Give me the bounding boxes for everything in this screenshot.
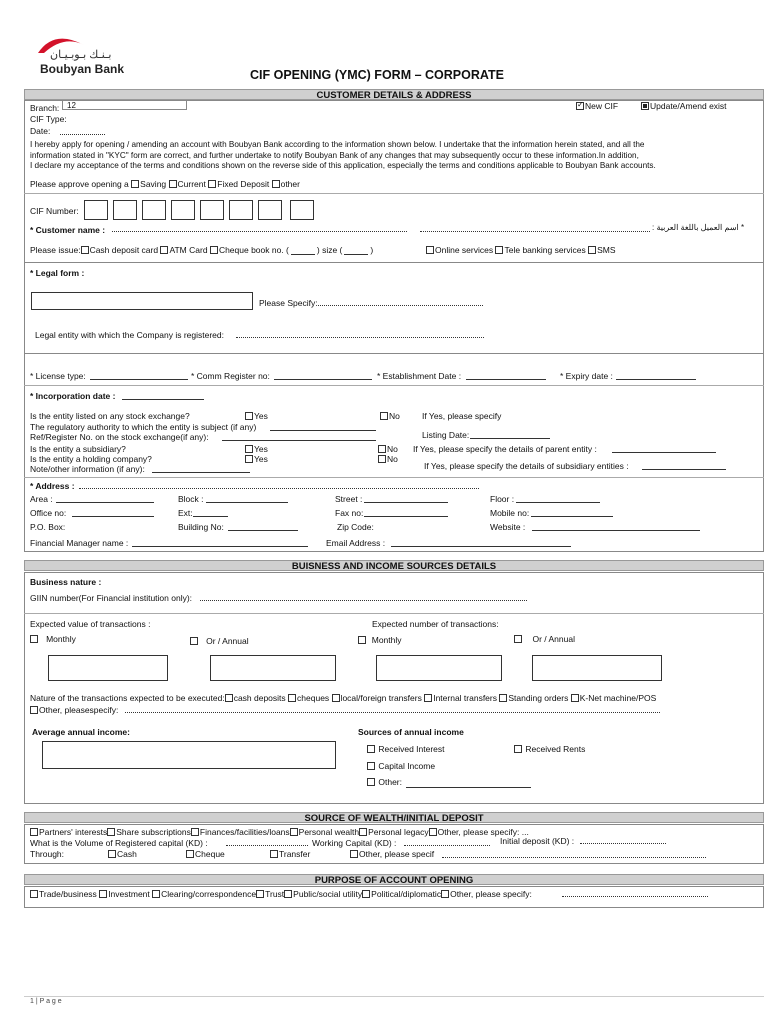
through-other[interactable]	[350, 849, 434, 859]
tele-label: Tele banking services	[504, 245, 586, 255]
form-title: CIF OPENING (YMC) FORM – CORPORATE	[250, 68, 504, 82]
avg-income-input[interactable]	[42, 741, 336, 769]
other-purpose-field[interactable]	[562, 889, 708, 897]
note-field[interactable]	[152, 464, 250, 473]
avg-income-label: Average annual income:	[32, 727, 130, 737]
please-specify-label: Please Specify:	[259, 298, 318, 308]
block-label: Block :	[178, 494, 204, 504]
incorporation-label: * Incorporation date :	[30, 391, 116, 401]
fax-field[interactable]	[364, 508, 448, 517]
listing-date-field[interactable]	[470, 430, 550, 439]
declaration	[30, 140, 765, 172]
working-field[interactable]	[404, 838, 490, 846]
page-number: 1 | P a g e	[30, 998, 62, 1005]
q-subsidiary: Is the entity a subsidiary?	[30, 444, 126, 454]
office-label: Office no:	[30, 508, 67, 518]
website-field[interactable]	[532, 522, 700, 531]
working-label: Working Capital (KD) :	[312, 838, 397, 848]
other-tx-checkbox[interactable]	[30, 706, 38, 714]
cif-digit-2[interactable]	[113, 200, 137, 220]
parent-entity-label: If Yes, please specify the details of parent entity :	[413, 444, 597, 454]
registered-label: Legal entity with which the Company is registered:	[35, 330, 224, 340]
note-label: Note/other information (if any):	[30, 464, 145, 474]
wealth-checkbox[interactable]	[290, 828, 298, 836]
divider	[24, 193, 764, 194]
shares-label: Share subscriptions	[116, 827, 191, 837]
bank-name-arabic: بـنـك بـوبـيـان	[50, 49, 112, 61]
value-monthly[interactable]	[30, 634, 76, 644]
other-tx-label: Other, pleasespecify:	[39, 705, 119, 715]
other-wealth-label: Other, please specify: ...	[437, 827, 529, 837]
internal-checkbox[interactable]	[424, 694, 432, 702]
cif-digit-6[interactable]	[229, 200, 253, 220]
new-cif-checkbox[interactable]	[576, 101, 618, 111]
building-field[interactable]	[228, 522, 298, 531]
wealth-row	[30, 827, 529, 837]
number-monthly-input[interactable]	[376, 655, 502, 681]
giin-label: GIIN number(For Financial institution only):	[30, 593, 193, 603]
no-label: No	[387, 454, 398, 464]
yes-label: Yes	[254, 411, 268, 421]
sources-label: Sources of annual income	[358, 727, 464, 737]
knet-checkbox[interactable]	[571, 694, 579, 702]
establishment-label: * Establishment Date :	[377, 371, 462, 381]
through-cash[interactable]	[108, 849, 137, 859]
volume-field[interactable]	[226, 838, 308, 846]
branch-value: 12	[67, 101, 76, 110]
cheque-book-label: Cheque book no. (	[218, 245, 289, 255]
street-label: Street :	[335, 494, 363, 504]
po-box-label: P.O. Box:	[30, 522, 66, 532]
exp-value-label: Expected value of transactions :	[30, 619, 151, 629]
local-label: local/foreign transfers	[340, 693, 422, 703]
declaration-line2: information stated in "KYC" form are correct, and further undertake to notify Boubyan Bank of any changes that may subsequently occur to these information.In addition,	[30, 150, 639, 160]
clearing-label: Clearing/correspondence	[161, 889, 257, 899]
legal-form-input[interactable]	[31, 292, 253, 310]
no-label: No	[387, 444, 398, 454]
through-label: Through:	[30, 849, 65, 859]
cheque-book-checkbox[interactable]	[210, 246, 218, 254]
current-label: Current	[177, 179, 206, 189]
annual-label: Or / Annual	[206, 636, 249, 646]
issue-label: Please issue:	[30, 245, 81, 255]
fixed-deposit-checkbox[interactable]	[208, 180, 216, 188]
standing-checkbox[interactable]	[499, 694, 507, 702]
date-field[interactable]	[60, 127, 105, 135]
cif-number-label: CIF Number:	[30, 206, 79, 216]
declaration-line1: I hereby apply for opening / amending an account with Boubyan Bank according to the information shown below. I undertake that the information herein stated, and all the	[30, 140, 645, 149]
through-cheque[interactable]	[186, 849, 225, 859]
expiry-field[interactable]	[616, 371, 696, 380]
holding-no[interactable]	[378, 454, 398, 464]
customer-name-label: * Customer name :	[30, 225, 106, 235]
fixed-deposit-label: Fixed Deposit	[217, 179, 270, 189]
online-label: Online services	[435, 245, 494, 255]
services-row	[426, 245, 616, 255]
number-monthly[interactable]	[358, 635, 402, 645]
mobile-label: Mobile no:	[490, 508, 530, 518]
size-field[interactable]	[344, 254, 368, 255]
purpose-row	[30, 889, 532, 899]
branch-input[interactable]	[62, 100, 187, 110]
trust-label: Trust	[265, 889, 285, 899]
cheque-book-no-field[interactable]	[291, 254, 315, 255]
fax-label: Fax no:	[335, 508, 364, 518]
q-register-no: Ref/Register No. on the stock exchange(if any):	[30, 432, 209, 442]
divider	[24, 613, 764, 614]
tele-checkbox[interactable]	[495, 246, 503, 254]
block-field[interactable]	[206, 494, 288, 503]
nature-tx-label: Nature of the transactions expected to be executed:	[30, 693, 225, 703]
legacy-label: Personal legacy	[368, 827, 429, 837]
shares-checkbox[interactable]	[107, 828, 115, 836]
other-through-field[interactable]	[442, 850, 706, 858]
customer-name-ar-label: * اسم العميل باللغة العربية :	[652, 223, 745, 232]
other-wealth-checkbox[interactable]	[429, 828, 437, 836]
regulatory-field[interactable]	[270, 422, 376, 431]
other-tx-field[interactable]	[125, 705, 660, 713]
date-label: Date:	[30, 126, 51, 136]
exp-number-label: Expected number of transactions:	[372, 619, 499, 629]
listing-date-label: Listing Date:	[422, 430, 470, 440]
area-label: Area :	[30, 494, 53, 504]
section-header-wealth: SOURCE OF WEALTH/INITIAL DEPOSIT	[24, 812, 764, 823]
size-label: ) size (	[316, 245, 343, 255]
local-checkbox[interactable]	[332, 694, 340, 702]
approve-label: Please approve opening a	[30, 179, 129, 189]
update-checkbox[interactable]	[641, 101, 727, 111]
approve-row	[30, 179, 300, 189]
update-label: Update/Amend exist	[650, 101, 727, 111]
cash-label: Cash	[117, 849, 137, 859]
sms-label: SMS	[597, 245, 616, 255]
listed-no[interactable]	[380, 411, 400, 421]
close-paren: )	[370, 245, 374, 255]
rents-checkbox[interactable]	[514, 744, 585, 754]
public-checkbox[interactable]	[284, 890, 292, 898]
interest-checkbox[interactable]	[367, 744, 445, 754]
cif-type-label: CIF Type:	[30, 114, 67, 124]
trust-checkbox[interactable]	[256, 890, 264, 898]
other-income-field[interactable]	[406, 779, 531, 788]
capital-checkbox[interactable]	[367, 761, 435, 771]
email-label: Email Address :	[326, 538, 386, 548]
yes-label: Yes	[254, 454, 268, 464]
political-label: Political/diplomatic	[371, 889, 442, 899]
other-purpose-checkbox[interactable]	[441, 890, 449, 898]
giin-field[interactable]	[200, 593, 527, 601]
legacy-checkbox[interactable]	[359, 828, 367, 836]
cif-digit-1[interactable]	[84, 200, 108, 220]
partners-label: Partners' interests	[39, 827, 108, 837]
rents-label: Received Rents	[525, 744, 586, 754]
establishment-field[interactable]	[466, 371, 546, 380]
floor-label: Floor :	[490, 494, 515, 504]
standing-label: Standing orders	[508, 693, 569, 703]
value-annual[interactable]	[190, 636, 249, 646]
ext-field[interactable]	[193, 508, 228, 517]
subsidiary-yes[interactable]	[245, 444, 268, 454]
atm-checkbox[interactable]	[160, 246, 168, 254]
capital-label: Capital Income	[378, 761, 436, 771]
q-listed: Is the entity listed on any stock exchange?	[30, 411, 190, 421]
divider	[24, 385, 764, 386]
cash-card-label: Cash deposit card	[89, 245, 159, 255]
fin-manager-field[interactable]	[132, 538, 308, 547]
section-header-purpose: PURPOSE OF ACCOUNT OPENING	[24, 874, 764, 885]
bank-name: Boubyan Bank	[40, 62, 125, 76]
parent-entity-field[interactable]	[612, 444, 716, 453]
political-checkbox[interactable]	[362, 890, 370, 898]
internal-label: Internal transfers	[433, 693, 497, 703]
ext-label: Ext:	[178, 508, 193, 518]
comm-register-label: * Comm Register no:	[191, 371, 270, 381]
value-annual-input[interactable]	[210, 655, 336, 681]
wealth-label: Personal wealth	[298, 827, 360, 837]
other-purpose-label: Other, please specify:	[450, 889, 532, 899]
initial-field[interactable]	[580, 836, 666, 844]
cif-digit-4[interactable]	[171, 200, 195, 220]
website-label: Website :	[490, 522, 526, 532]
finances-label: Finances/facilities/loans	[199, 827, 290, 837]
section-header-customer: CUSTOMER DETAILS & ADDRESS	[24, 89, 764, 100]
other-income-label: Other:	[378, 777, 402, 787]
atm-label: ATM Card	[169, 245, 208, 255]
online-checkbox[interactable]	[426, 246, 434, 254]
cash-deposits-checkbox[interactable]	[225, 694, 233, 702]
other-specify-row	[30, 705, 118, 715]
monthly-label: Monthly	[46, 634, 76, 644]
yes-label: Yes	[254, 444, 268, 454]
q-holding: Is the entity a holding company?	[30, 454, 152, 464]
customer-name-ar-field[interactable]	[420, 224, 650, 232]
saving-label: Saving	[140, 179, 167, 189]
fin-manager-label: Financial Manager name :	[30, 538, 129, 548]
other-through-label: Other, please specif	[359, 849, 435, 859]
zip-label: Zip Code:	[337, 522, 374, 532]
interest-label: Received Interest	[378, 744, 445, 754]
cheque-label: Cheque	[195, 849, 225, 859]
divider	[24, 477, 764, 478]
q-regulatory: The regulatory authority to which the entity is subject (if any)	[30, 422, 257, 432]
trade-checkbox[interactable]	[30, 890, 38, 898]
holding-yes[interactable]	[245, 454, 268, 464]
declaration-line3: I declare my acceptance of the terms and conditions shown on the reverse side of this application, especially the terms and conditions applicable to Boubyan Bank accounts.	[30, 161, 656, 170]
license-type-field[interactable]	[90, 371, 188, 380]
incorporation-field[interactable]	[122, 391, 204, 400]
registered-field[interactable]	[236, 330, 484, 338]
section-header-business: BUISNESS AND INCOME SOURCES DETAILS	[24, 560, 764, 571]
initial-label: Initial deposit (KD) :	[500, 836, 575, 846]
number-annual-input[interactable]	[532, 655, 662, 681]
finances-checkbox[interactable]	[191, 828, 199, 836]
legal-form-label: * Legal form :	[30, 268, 85, 278]
no-label: No	[389, 411, 400, 421]
business-nature-label: Business nature :	[30, 577, 102, 587]
knet-label: K-Net machine/POS	[579, 693, 657, 703]
floor-field[interactable]	[516, 494, 600, 503]
office-field[interactable]	[72, 508, 154, 517]
invest-label: Investment	[108, 889, 150, 899]
cif-digit-7[interactable]	[258, 200, 282, 220]
building-label: Building No:	[178, 522, 224, 532]
other-label: other	[280, 179, 300, 189]
branch-label: Branch:	[30, 103, 60, 113]
cif-digit-5[interactable]	[200, 200, 224, 220]
cheques-label: cheques	[297, 693, 330, 703]
invest-checkbox[interactable]	[99, 890, 107, 898]
address-label: * Address :	[30, 481, 75, 491]
other-checkbox[interactable]	[272, 180, 280, 188]
partners-checkbox[interactable]	[30, 828, 38, 836]
issue-row	[30, 245, 373, 255]
cheques-checkbox[interactable]	[288, 694, 296, 702]
if-yes-specify: If Yes, please specify	[422, 411, 502, 421]
new-cif-label: New CIF	[585, 101, 619, 111]
transfer-label: Transfer	[279, 849, 311, 859]
address-field[interactable]	[79, 481, 479, 489]
trade-label: Trade/business	[39, 889, 97, 899]
nature-tx-row	[30, 693, 760, 703]
clearing-checkbox[interactable]	[152, 890, 160, 898]
please-specify-field[interactable]	[318, 298, 483, 306]
subsidiary-entities-field[interactable]	[642, 461, 726, 470]
customer-name-field[interactable]	[112, 224, 407, 232]
expiry-label: * Expiry date :	[560, 371, 613, 381]
cif-digit-3[interactable]	[142, 200, 166, 220]
street-field[interactable]	[364, 494, 448, 503]
comm-register-field[interactable]	[274, 371, 372, 380]
value-monthly-input[interactable]	[48, 655, 168, 681]
current-checkbox[interactable]	[169, 180, 177, 188]
listed-yes[interactable]	[245, 411, 268, 421]
cash-card-checkbox[interactable]	[81, 246, 89, 254]
mobile-field[interactable]	[531, 508, 613, 517]
footer-divider	[24, 996, 764, 997]
email-field[interactable]	[391, 538, 571, 547]
other-income-checkbox[interactable]	[367, 777, 402, 787]
register-no-field[interactable]	[222, 432, 376, 441]
sms-checkbox[interactable]	[588, 246, 596, 254]
subsidiary-entities-label: If Yes, please specify the details of subsidiary entities :	[424, 461, 629, 471]
cif-digit-8[interactable]	[290, 200, 314, 220]
annual-label: Or / Annual	[532, 634, 575, 644]
public-label: Public/social utility	[293, 889, 363, 899]
cash-deposits-label: cash deposits	[233, 693, 286, 703]
subsidiary-no[interactable]	[378, 444, 398, 454]
license-type-label: * License type:	[30, 371, 86, 381]
saving-checkbox[interactable]	[131, 180, 139, 188]
monthly-label: Monthly	[371, 635, 402, 645]
volume-label: What is the Volume of Registered capital (KD) :	[30, 838, 208, 848]
area-field[interactable]	[56, 494, 154, 503]
number-annual[interactable]	[514, 634, 575, 644]
through-transfer[interactable]	[270, 849, 310, 859]
